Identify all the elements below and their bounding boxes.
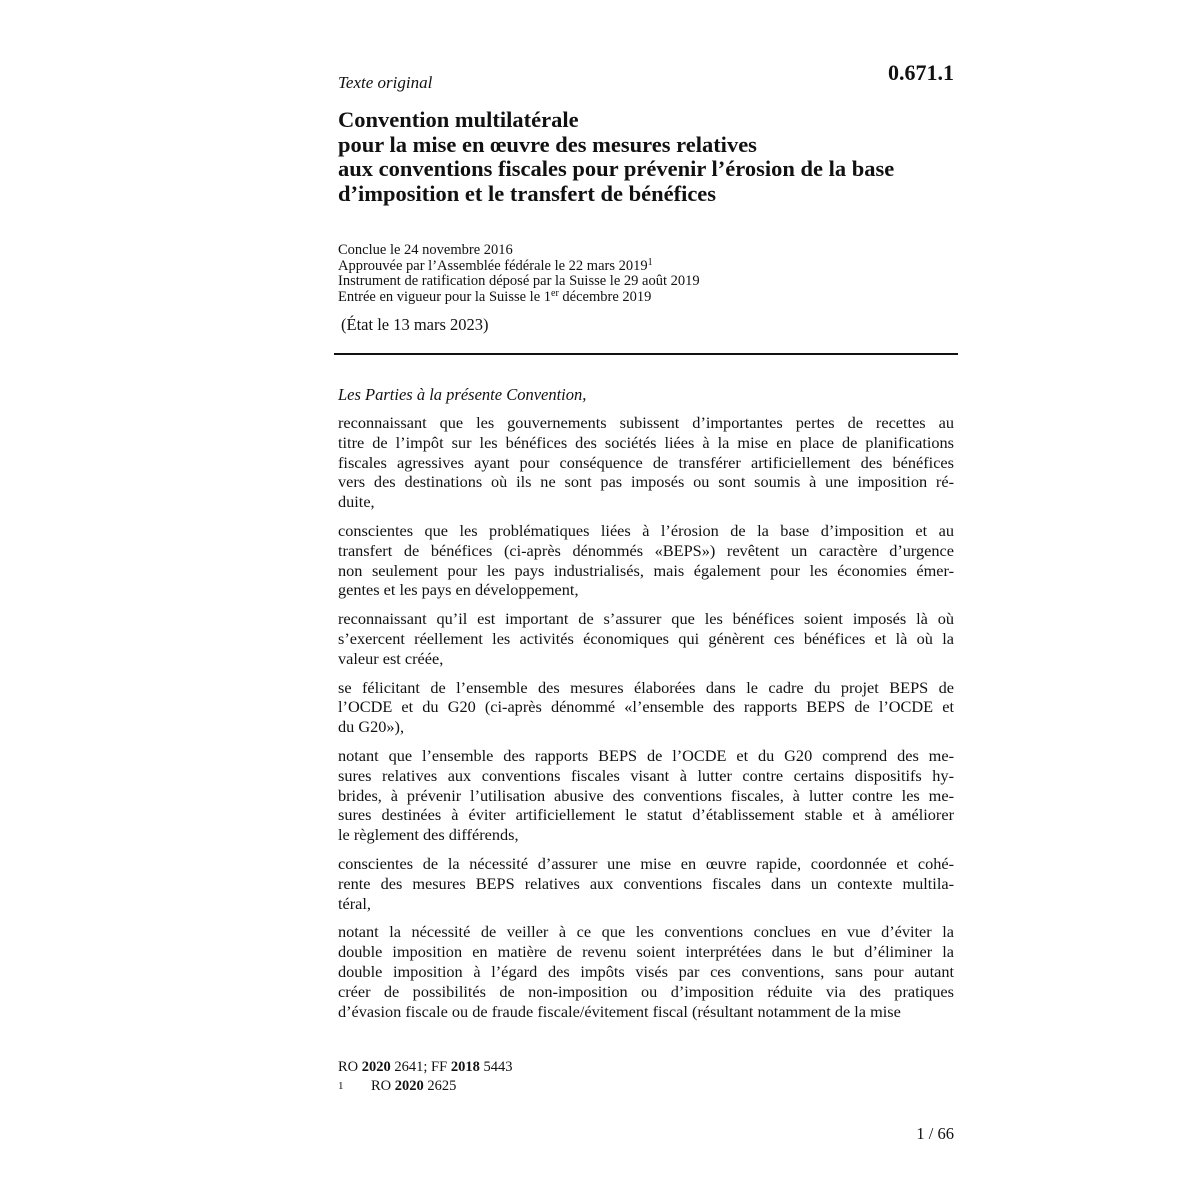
paragraph-line: rente des mesures BEPS relatives aux conventions fiscales dans un contexte multila- — [338, 873, 954, 893]
document-title — [338, 108, 978, 206]
page-number: 1 / 66 — [916, 1124, 954, 1143]
paragraph-line: titre de l’impôt sur les bénéfices des sociétés liées à la mise en place de planifications — [338, 432, 954, 452]
footnote-1: 1 RO 2020 2625 — [338, 1078, 457, 1094]
paragraph-line: duite, — [338, 492, 375, 512]
title-line: aux conventions fiscales pour prévenir l’érosion de la base — [338, 156, 895, 181]
ratification-date: Instrument de ratification déposé par la Suisse le 29 août 2019 — [338, 273, 700, 290]
paragraph-line: double imposition en matière de revenu soient interprétées dans le but d’éliminer la — [338, 942, 954, 962]
paragraph-line: conscientes de la nécessité d’assurer une mise en œuvre rapide, coordonnée et cohé- — [338, 853, 954, 873]
paragraph-line: du G20»), — [338, 717, 405, 737]
preamble-paragraph — [338, 521, 954, 600]
paragraph-line: double imposition à l’égard des impôts visés par ces conventions, sans pour autant — [338, 961, 954, 981]
header-divider — [334, 353, 958, 355]
source-reference: RO 2020 2641; FF 2018 5443 — [338, 1059, 513, 1075]
preamble-paragraph — [338, 609, 954, 668]
preamble-paragraph — [338, 854, 954, 913]
preamble-body — [338, 413, 954, 1030]
document-label: Texte original — [338, 73, 433, 92]
document-metadata — [338, 243, 700, 305]
paragraph-line: reconnaissant qu’il est important de s’assurer que les bénéfices soient imposés là où — [338, 609, 954, 629]
sr-number: 0.671.1 — [888, 60, 954, 85]
approved-date: Approuvée par l’Assemblée fédérale le 22 mars 2019$^1$ — [338, 256, 653, 274]
paragraph-line: brides, à prévenir l’utilisation abusive des conventions fiscales, à lutter contre les me- — [338, 785, 954, 805]
footnotes — [338, 1058, 512, 1096]
paragraph-line: créer de possibilités de non-imposition ou d’imposition réduite via des pratiques — [338, 981, 954, 1001]
footnote-number: 1 — [338, 1080, 344, 1092]
paragraph-line: conscientes que les problématiques liées à l’érosion de la base d’imposition et au — [338, 520, 954, 540]
paragraph-line: l’OCDE et du G20 (ci-après dénommé «l’ensemble des rapports BEPS de l’OCDE et — [338, 697, 954, 717]
paragraph-line: vers des destinations où ils ne sont pas imposés ou sont soumis à une imposition ré- — [338, 472, 954, 492]
title-line: Convention multilatérale — [338, 107, 579, 132]
footnote-ref[interactable]: 1 — [647, 256, 653, 268]
paragraph-line: valeur est créée, — [338, 648, 444, 668]
preamble-intro: Les Parties à la présente Convention, — [338, 385, 587, 404]
paragraph-line: notant la nécessité de veiller à ce que les conventions conclues en vue d’éviter la — [338, 922, 954, 942]
paragraph-line: s’exercent réellement les activités économiques qui génèrent ces bénéfices et là où la — [338, 628, 954, 648]
paragraph-line: notant que l’ensemble des rapports BEPS de l’OCDE et du G20 comprend des me- — [338, 745, 954, 765]
preamble-paragraph — [338, 922, 954, 1021]
preamble-paragraph — [338, 413, 954, 512]
preamble-paragraph — [338, 678, 954, 737]
paragraph-line: fiscales agressives ayant pour conséquence de transférer artificiellement des bénéfices — [338, 452, 954, 472]
paragraph-line: sures relatives aux conventions fiscales visant à lutter contre certains dispositifs hy- — [338, 765, 954, 785]
paragraph-line: d’évasion fiscale ou de fraude fiscale/évitement fiscal (résultant notamment de la mise — [338, 1001, 901, 1021]
paragraph-line: téral, — [338, 893, 371, 913]
paragraph-line: reconnaissant que les gouvernements subissent d’importantes pertes de recettes au — [338, 413, 954, 432]
paragraph-line: le règlement des différends, — [338, 825, 519, 845]
concluded-date: Conclue le 24 novembre 2016 — [338, 242, 513, 258]
paragraph-line: se félicitant de l’ensemble des mesures élaborées dans le cadre du projet BEPS de — [338, 677, 954, 697]
status-date: (État le 13 mars 2023) — [341, 315, 489, 334]
title-line: pour la mise en œuvre des mesures relatives — [338, 131, 757, 157]
paragraph-line: sures destinées à éviter artificiellement le statut d’établissement stable et à améliorer — [338, 805, 954, 825]
preamble-paragraph — [338, 746, 954, 845]
paragraph-line: transfert de bénéfices (ci-après dénommés «BEPS») revêtent un caractère d’urgence — [338, 540, 954, 560]
paragraph-line: non seulement pour les pays industrialisés, mais également pour les économies émer- — [338, 560, 954, 580]
title-line: d’imposition et le transfert de bénéfices — [338, 180, 717, 206]
entry-into-force: Entrée en vigueur pour la Suisse le 1er décembre 2019 — [338, 287, 652, 305]
paragraph-line: gentes et les pays en développement, — [338, 580, 579, 600]
